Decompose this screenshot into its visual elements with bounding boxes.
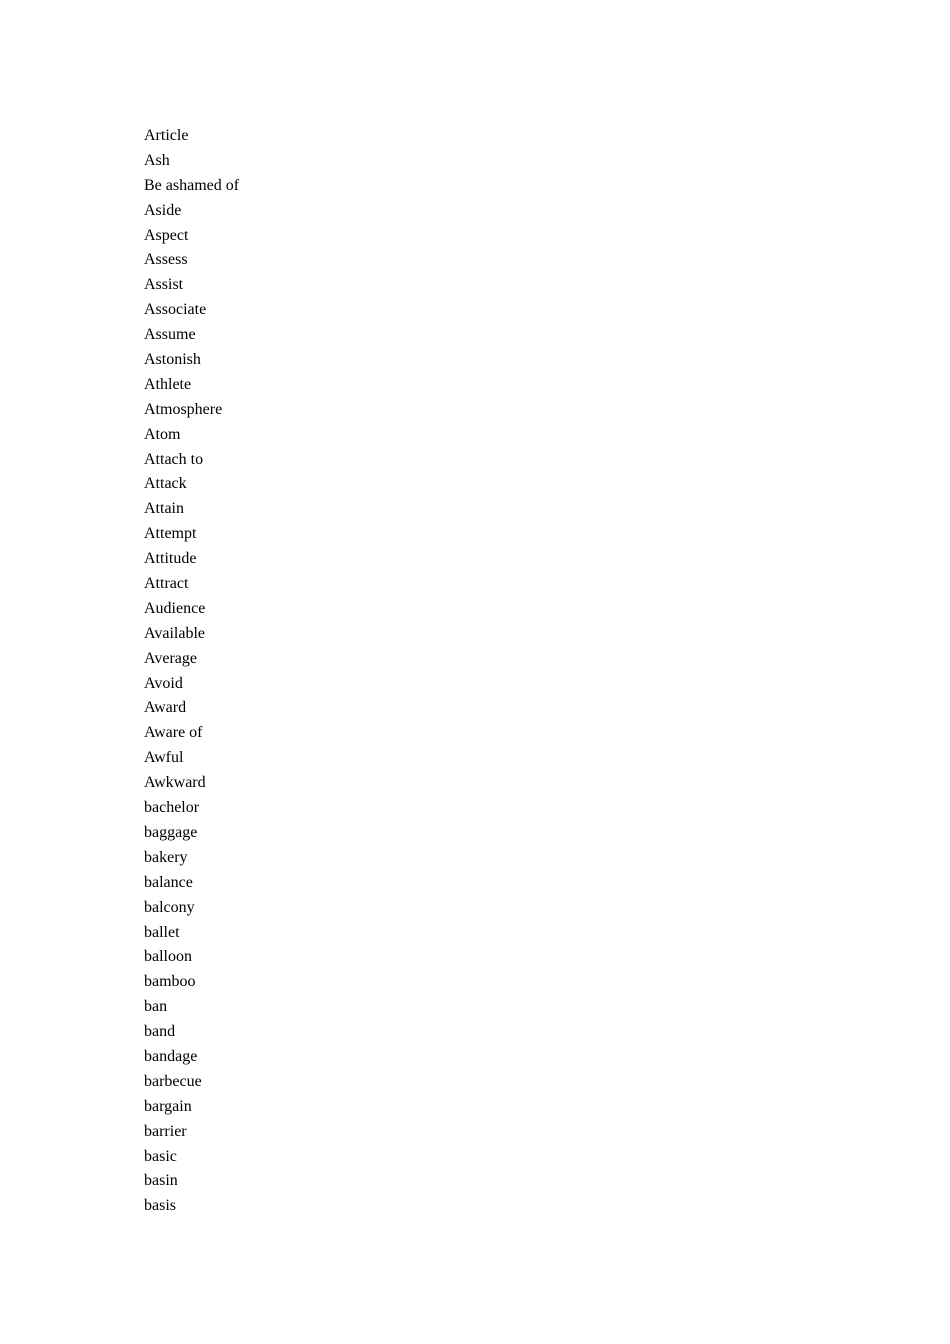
- list-item: Available: [144, 624, 206, 642]
- list-item: Attitude: [144, 550, 197, 568]
- word-list: [144, 124, 239, 1219]
- list-item: bakery: [144, 848, 188, 866]
- list-item: Astonish: [144, 351, 201, 369]
- list-item: balcony: [144, 898, 195, 916]
- list-item: bandage: [144, 1047, 198, 1065]
- list-item: ban: [144, 998, 168, 1016]
- list-item: bachelor: [144, 799, 200, 817]
- list-item: Awkward: [144, 774, 206, 792]
- list-item: bargain: [144, 1097, 192, 1115]
- list-item: Assume: [144, 326, 196, 344]
- list-item: barrier: [144, 1122, 187, 1140]
- list-item: Awful: [144, 749, 184, 767]
- list-item: basin: [144, 1172, 178, 1190]
- list-item: balloon: [144, 948, 192, 966]
- list-item: Atom: [144, 425, 181, 443]
- list-item: Be ashamed of: [144, 176, 240, 194]
- list-item: Attempt: [144, 525, 197, 543]
- list-item: Atmosphere: [144, 400, 223, 418]
- list-item: Attract: [144, 575, 189, 593]
- list-item: basis: [144, 1197, 176, 1215]
- list-item: Attack: [144, 475, 187, 493]
- list-item: Attain: [144, 500, 184, 518]
- list-item: bamboo: [144, 973, 196, 991]
- list-item: basic: [144, 1147, 177, 1165]
- list-item: Ash: [144, 151, 170, 169]
- list-item: Associate: [144, 301, 207, 319]
- list-item: Attach to: [144, 450, 204, 468]
- list-item: barbecue: [144, 1072, 202, 1090]
- list-item: band: [144, 1023, 176, 1041]
- list-item: Aspect: [144, 226, 189, 244]
- list-item: balance: [144, 873, 193, 891]
- list-item: Assess: [144, 251, 188, 269]
- list-item: ballet: [144, 923, 180, 941]
- list-item: Aside: [144, 201, 182, 219]
- list-item: Audience: [144, 599, 206, 617]
- list-item: Athlete: [144, 375, 192, 393]
- list-item: Article: [144, 127, 189, 144]
- list-item: Aware of: [144, 724, 203, 742]
- list-item: Assist: [144, 276, 184, 294]
- list-item: Average: [144, 649, 197, 667]
- list-item: baggage: [144, 823, 198, 841]
- list-item: Award: [144, 699, 187, 717]
- list-item: Avoid: [144, 674, 183, 692]
